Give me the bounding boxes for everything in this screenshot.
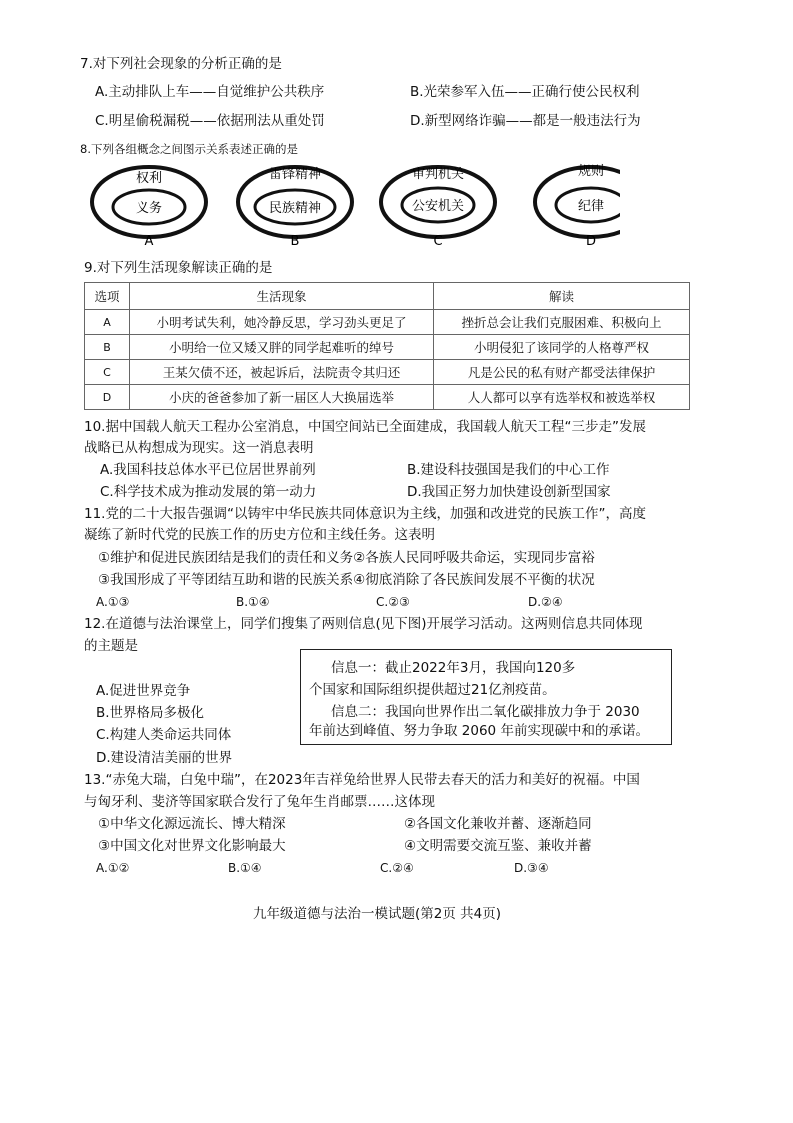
table-cell: 王某欠债不还，被起诉后，法院责令其归还 — [130, 360, 434, 385]
table-cell: 挫折总会让我们克服困难、积极向上 — [434, 310, 690, 335]
q12-option-a: A.促进世界竞争 — [96, 683, 191, 699]
q12-option-d: D.建设清洁美丽的世界 — [96, 750, 233, 766]
q10-option-d: D.我国正努力加快建设创新型国家 — [407, 484, 611, 500]
info2-line1: 信息二：我国向世界作出二氧化碳排放力争于 2030 — [331, 704, 640, 720]
q8-stem: 8.下列各组概念之间图示关系表述正确的是 — [80, 142, 298, 156]
q13-option-a: A.①② — [96, 861, 130, 875]
diagram-b-outer: 雷锋精神 — [268, 167, 322, 182]
q9-table — [84, 282, 690, 410]
q12-stem-line2: 的主题是 — [84, 638, 138, 654]
q11-option-b: B.①④ — [236, 595, 270, 609]
table-cell: 凡是公民的私有财产都受法律保护 — [434, 360, 690, 385]
q10-option-a: A.我国科技总体水平已位居世界前列 — [100, 462, 316, 478]
q12-info-box — [300, 649, 672, 745]
table-header: 选项 — [85, 283, 130, 310]
q13-statement-3: ③中国文化对世界文化影响最大 — [98, 838, 286, 854]
table-header: 生活现象 — [130, 283, 434, 310]
table-cell: 小明考试失利，她冷静反思，学习劲头更足了 — [130, 310, 434, 335]
table-header: 解读 — [434, 283, 690, 310]
q13-option-c: C.②④ — [380, 861, 414, 875]
q12-option-c: C.构建人类命运共同体 — [96, 727, 232, 743]
table-cell: A — [85, 310, 130, 335]
q7-option-d: D.新型网络诈骗——都是一般违法行为 — [410, 113, 641, 129]
q7-option-b: B.光荣参军入伍——正确行使公民权利 — [410, 84, 640, 100]
q10-option-b: B.建设科技强国是我们的中心工作 — [407, 462, 610, 478]
q9-stem: 9.对下列生活现象解读正确的是 — [84, 260, 273, 276]
diagram-a-outer: 权利 — [135, 171, 163, 186]
diagram-c-letter: C — [433, 234, 443, 249]
diagram-c-outer: 审判机关 — [411, 167, 465, 182]
diagram-d — [535, 163, 620, 249]
diagram-a — [92, 167, 206, 249]
table-cell: 小明给一位又矮又胖的同学起难听的绰号 — [130, 335, 434, 360]
q7-stem: 7.对下列社会现象的分析正确的是 — [80, 56, 282, 72]
q12-option-b: B.世界格局多极化 — [96, 705, 205, 721]
q13-statement-2: ②各国文化兼收并蓄、逐渐趋同 — [404, 816, 592, 832]
table-header-row — [85, 283, 690, 310]
q13-stem-line2: 与匈牙利、斐济等国家联合发行了兔年生肖邮票……这体现 — [84, 794, 435, 810]
table-cell: B — [85, 335, 130, 360]
table-row — [85, 385, 690, 410]
q13-option-b: B.①④ — [228, 861, 262, 875]
diagram-b-letter: B — [290, 234, 300, 249]
q10-stem-line2: 战略已从构想成为现实。这一消息表明 — [84, 440, 314, 456]
diagram-b — [238, 166, 352, 249]
q13-stem-line1: 13.“赤兔大瑞，白兔中瑞”，在2023年吉祥兔给世界人民带去春天的活力和美好的祝福。中国 — [84, 772, 640, 788]
q11-statements-1: ①维护和促进民族团结是我们的责任和义务②各族人民同呼吸共命运，实现同步富裕 — [98, 550, 595, 566]
q13-statement-4: ④文明需要交流互鉴、兼收并蓄 — [404, 838, 592, 854]
table-row — [85, 335, 690, 360]
q10-stem-line1: 10.据中国载人航天工程办公室消息，中国空间站已全面建成，我国载人航天工程“三步走”发展 — [84, 419, 646, 435]
table-cell: D — [85, 385, 130, 410]
diagram-a-inner: 义务 — [135, 201, 163, 216]
q8-concept-diagrams — [90, 158, 620, 253]
diagram-c-inner: 公安机关 — [411, 199, 465, 214]
diagram-d-inner: 纪律 — [577, 199, 605, 214]
diagram-d-outer: 规则 — [577, 164, 605, 179]
page-footer: 九年级道德与法治一模试题(第2页 共4页) — [253, 906, 502, 922]
q11-option-c: C.②③ — [376, 595, 410, 609]
q11-statements-2: ③我国形成了平等团结互助和谐的民族关系④彻底消除了各民族间发展不平衡的状况 — [98, 572, 595, 588]
q7-option-a: A.主动排队上车——自觉维护公共秩序 — [95, 84, 325, 100]
info2-line2: 年前达到峰值、努力争取 2060 年前实现碳中和的承诺。 — [309, 723, 649, 739]
table-cell: 小明侵犯了该同学的人格尊严权 — [434, 335, 690, 360]
q13-statement-1: ①中华文化源远流长、博大精深 — [98, 816, 286, 832]
q11-option-d: D.②④ — [528, 595, 563, 609]
table-row — [85, 310, 690, 335]
q11-stem-line2: 凝练了新时代党的民族工作的历史方位和主线任务。这表明 — [84, 527, 435, 543]
q11-stem-line1: 11.党的二十大报告强调“以铸牢中华民族共同体意识为主线，加强和改进党的民族工作”，高度 — [84, 506, 646, 522]
diagram-a-letter: A — [144, 234, 154, 249]
q13-option-d: D.③④ — [514, 861, 549, 875]
info1-line2: 个国家和国际组织提供超过21亿剂疫苗。 — [309, 682, 556, 698]
q11-option-a: A.①③ — [96, 595, 130, 609]
q10-option-c: C.科学技术成为推动发展的第一动力 — [100, 484, 317, 500]
diagram-b-inner: 民族精神 — [268, 201, 322, 216]
q12-stem-line1: 12.在道德与法治课堂上，同学们搜集了两则信息(见下图)开展学习活动。这两则信息共同体现 — [84, 616, 643, 632]
diagram-c — [381, 166, 495, 249]
table-cell: 人人都可以享有选举权和被选举权 — [434, 385, 690, 410]
table-cell: C — [85, 360, 130, 385]
info1-line1: 信息一：截止2022年3月，我国向120多 — [331, 660, 576, 676]
table-cell: 小庆的爸爸参加了新一届区人大换届选举 — [130, 385, 434, 410]
diagram-d-letter: D — [585, 234, 597, 249]
table-row — [85, 360, 690, 385]
q7-option-c: C.明星偷税漏税——依据刑法从重处罚 — [95, 113, 325, 129]
